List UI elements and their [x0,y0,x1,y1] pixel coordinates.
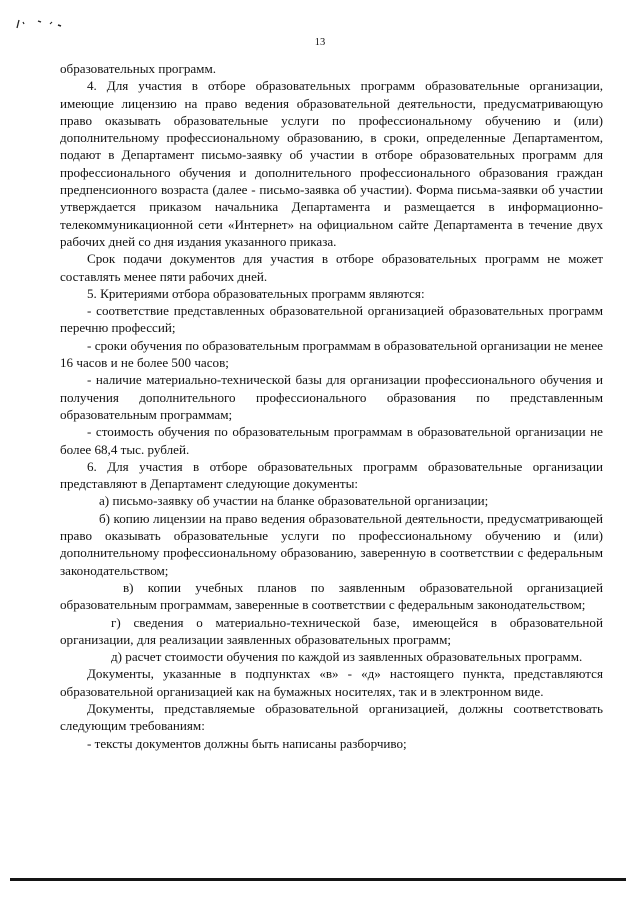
list-item: б) копию лицензии на право ведения образовательной деятельности, предусматривающей право оказывать образовательные услуги по профессиональному обучению и (или) дополнительному профессиональному образованию, заверенную в соответствии с федеральным законодательством; [60,510,603,578]
bottom-rule [10,878,626,881]
page-number: 13 [314,37,326,48]
list-item: в) копии учебных планов по заявленным образовательной организацией образовательным программам, заверенные в соответствии с федеральным законодательством; [60,579,603,613]
paragraph: 6. Для участия в отборе образовательных программ образовательные организации представляют в Департамент следующие документы: [60,458,603,492]
paragraph: Документы, представляемые образовательной организацией, должны соответствовать следующим требованиям: [60,700,603,734]
document-body [60,60,603,752]
list-item: - сроки обучения по образовательным программам в образовательной организации не менее 16 часов и не более 500 часов; [60,337,603,371]
paragraph: 5. Критериями отбора образовательных программ являются: [87,285,425,301]
list-item: г) сведения о материально-технической базе, имеющейся в образовательной организации, для реализации заявленных образовательных программ; [60,614,603,647]
paragraph: Срок подачи документов для участия в отборе образовательных программ не может составлять менее пяти рабочих дней. [60,251,603,284]
list-item: а) письмо-заявку об участии на бланке образовательной организации; [99,493,489,509]
paragraph: Документы, указанные в подпунктах «в» - «д» настоящего пункта, представляются образовательной организацией как на бумажных носителях, так и в электронном виде. [60,666,603,699]
list-item: - стоимость обучения по образовательным программам в образовательной организации не более 68,4 тыс. рублей. [60,424,603,457]
scan-artifact-marks [14,16,74,30]
list-item: д) расчет стоимости обучения по каждой из заявленных образовательных программ. [111,649,583,665]
list-item: - соответствие представленных образовательной организацией образовательных программ перечню профессий; [60,303,603,336]
paragraph: 4. Для участия в отборе образовательных программ образовательные организации, имеющие лицензию на право ведения образовательной деятельности, предусматривающую право оказывать образовательные услуги по профессиональному обучению и (или) дополнительному профессиональному образованию, в сроки, определенные Департаментом, подают в Департамент письмо-заявку об участии в отборе образовательных программ для профессионального обучения и дополнительного профессионального образования граждан предпенсионного возраста (далее - письмо-заявка об участии). Форма письма-заявки об участии утверждается приказом начальника Департамента и размещается в информационно-телекоммуникационной сети «Интернет» на официальном сайте Департамента в течение двух рабочих дней со дня издания указанного приказа. [60,78,603,249]
paragraph: образовательных программ. [60,61,217,76]
list-item: - тексты документов должны быть написаны разборчиво; [87,735,407,751]
list-item: - наличие материально-технической базы для организации профессионального обучения и получения дополнительного профессионального образования по представленным образовательным программам; [60,372,603,422]
